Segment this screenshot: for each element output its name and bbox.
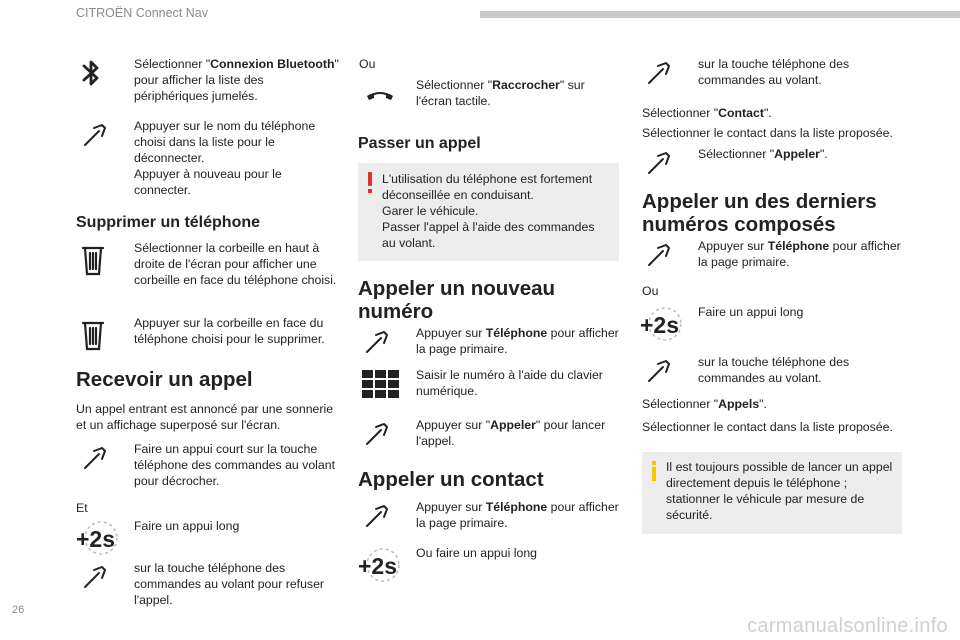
et-label: Et	[76, 501, 88, 515]
ou-label-2: Ou	[642, 284, 659, 298]
receive-step-1	[80, 441, 340, 489]
hangup-step	[362, 77, 622, 111]
receive-step-3	[80, 560, 340, 608]
long-press-2s-icon	[356, 545, 412, 585]
touch-icon	[362, 417, 412, 451]
select-call-step	[644, 146, 904, 180]
bluetooth-step	[80, 56, 340, 104]
ou-label: Ou	[359, 57, 376, 71]
touch-icon	[80, 560, 130, 594]
receive-step-2-text: Faire un appui long	[134, 519, 240, 533]
touch-icon	[362, 325, 412, 359]
watermark: carmanualsonline.info	[747, 615, 948, 637]
touch-icon	[644, 238, 694, 272]
delete-step-2-text: Appuyer sur la corbeille en face du téléphone choisi pour le supprimer.	[134, 316, 325, 346]
recent-step-2	[638, 304, 904, 344]
new-number-heading: Appeler un nouveau numéro	[358, 277, 556, 323]
touch-icon	[80, 118, 130, 152]
info-callout	[642, 452, 902, 534]
wheel-key-text: sur la touche téléphone des commandes au volant.	[698, 57, 850, 87]
recent-heading: Appeler un des derniers numéros composés	[642, 190, 877, 236]
receive-step-1-text: Faire un appui court sur la touche téléphone des commandes au volant pour décrocher.	[134, 442, 335, 488]
svg-text:+2s: +2s	[358, 553, 398, 579]
contact-step-1	[362, 499, 622, 533]
warning-callout	[358, 163, 619, 261]
long-press-2s-icon	[638, 304, 694, 344]
contact-heading: Appeler un contact	[358, 468, 544, 491]
touch-icon	[80, 441, 130, 475]
warning-icon	[368, 172, 372, 186]
delete-step-1	[80, 240, 340, 288]
hangup-text: Sélectionner "Raccrocher" sur l'écran tactile.	[416, 78, 585, 108]
bluetooth-icon	[80, 56, 130, 90]
page-number: 26	[12, 604, 25, 616]
long-press-2s-icon	[74, 518, 130, 558]
call-heading: Passer un appel	[358, 135, 481, 152]
new-step-3-text: Appuyer sur "Appeler" pour lancer l'appel.	[416, 418, 606, 448]
trash-icon	[80, 240, 130, 282]
receive-step-2	[74, 518, 340, 558]
new-step-3	[362, 417, 622, 451]
hangup-icon	[362, 77, 412, 111]
contact-step-2-text: Ou faire un appui long	[416, 546, 538, 560]
touch-icon	[644, 146, 694, 180]
select-calls: Sélectionner "Appels".	[642, 397, 767, 411]
keypad-icon	[362, 367, 412, 401]
contact-step-1-text: Appuyer sur Téléphone pour afficher la page primaire.	[416, 500, 619, 530]
recent-step-1	[644, 238, 904, 272]
recent-step-3	[644, 354, 904, 388]
select-from-list: Sélectionner le contact dans la liste proposée.	[642, 126, 893, 140]
select-call-text: Sélectionner "Appeler".	[698, 147, 828, 161]
new-step-2-text: Saisir le numéro à l'aide du clavier numérique.	[416, 368, 603, 398]
svg-text:+2s: +2s	[76, 526, 116, 552]
svg-text:+2s: +2s	[640, 312, 680, 338]
recent-step-2-text: Faire un appui long	[698, 305, 804, 319]
wheel-key-step	[644, 56, 904, 90]
delete-step-1-text: Sélectionner la corbeille en haut à droite de l'écran pour afficher une corbeille en face du téléphone choisi.	[134, 241, 337, 287]
recent-step-1-text: Appuyer sur Téléphone pour afficher la page primaire.	[698, 239, 901, 269]
receive-step-3-text: sur la touche téléphone des commandes au volant pour refuser l'appel.	[134, 561, 325, 607]
info-icon	[652, 461, 656, 465]
receive-intro: Un appel entrant est annoncé par une sonnerie et un affichage superposé sur l'écran.	[76, 402, 334, 432]
touch-icon	[644, 354, 694, 388]
delete-heading: Supprimer un téléphone	[76, 214, 261, 231]
header-title: CITROËN Connect Nav	[76, 6, 208, 20]
header-bar	[480, 11, 960, 18]
touch-icon	[362, 499, 412, 533]
new-step-1	[362, 325, 622, 359]
new-step-2	[362, 367, 622, 401]
new-step-1-text: Appuyer sur Téléphone pour afficher la page primaire.	[416, 326, 619, 356]
info-text: Il est toujours possible de lancer un appel directement depuis le téléphone ; stationner le véhicule par mesure de sécurité.	[666, 460, 893, 522]
warning-text: L'utilisation du téléphone est fortement déconseillée en conduisant. Garer le véhicule. Passer l'appel à l'aide des commandes au volant.	[382, 172, 595, 250]
disconnect-step	[80, 118, 340, 198]
touch-icon	[644, 56, 694, 90]
recent-step-3-text: sur la touche téléphone des commandes au volant.	[698, 355, 850, 385]
trash-icon	[80, 315, 130, 357]
receive-heading: Recevoir un appel	[76, 368, 253, 391]
select-contact: Sélectionner "Contact".	[642, 106, 772, 120]
select-from-list-2: Sélectionner le contact dans la liste proposée.	[642, 420, 893, 434]
disconnect-text: Appuyer sur le nom du téléphone choisi dans la liste pour le déconnecter. Appuyer à nouveau pour le connecter.	[134, 119, 316, 197]
delete-step-2	[80, 315, 340, 357]
contact-step-2	[356, 545, 622, 585]
bluetooth-text: Sélectionner "Connexion Bluetooth" pour afficher la liste des périphériques jumelés.	[134, 57, 339, 103]
